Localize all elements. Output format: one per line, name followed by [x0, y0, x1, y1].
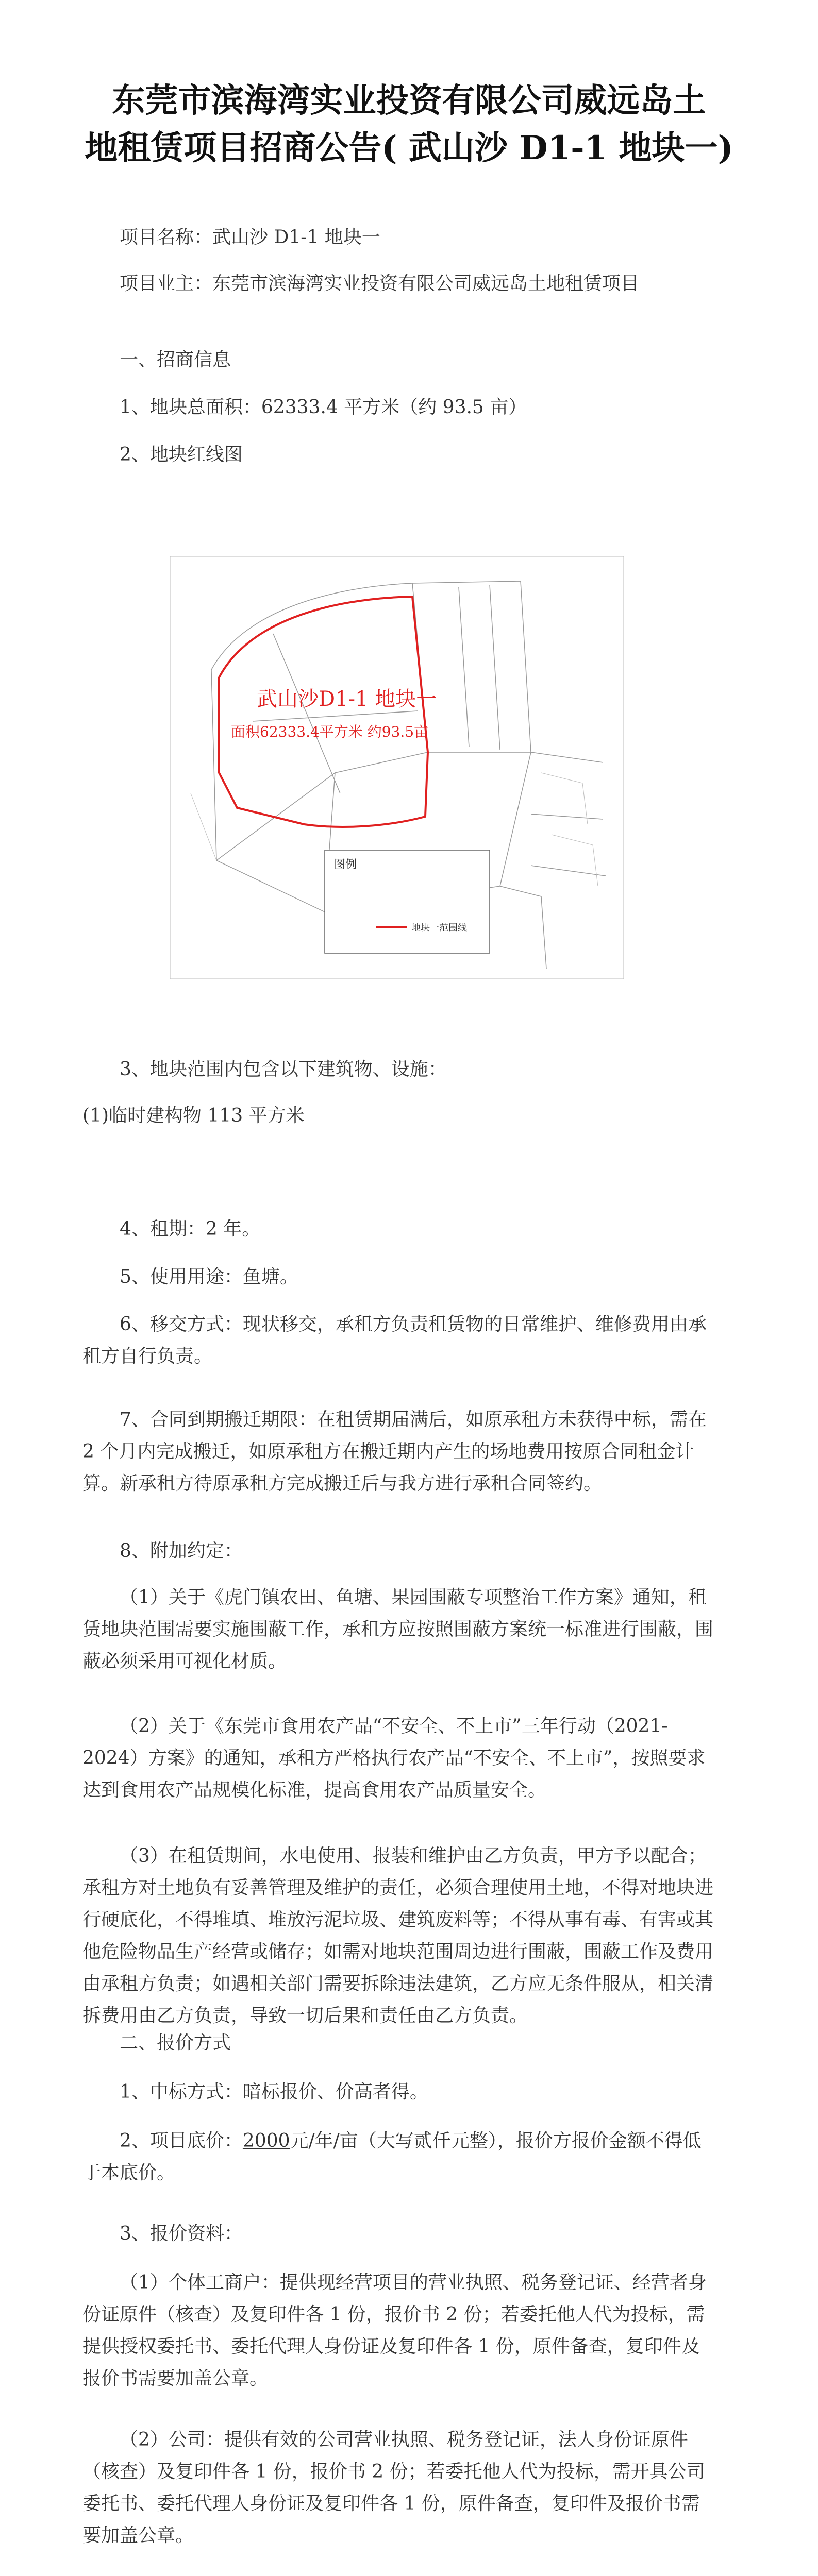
bid-method: 1、中标方式：暗标报价、价高者得。 [120, 2081, 428, 2103]
item-usage: 5、使用用途：鱼塘。 [120, 1266, 298, 1287]
plot-label: 武山沙D1-1 地块一 [257, 687, 437, 711]
item-additional-terms: 8、附加约定： [120, 1540, 243, 1562]
item-total-area: 1、地块总面积：62333.4 平方米（约 93.5 亩） [120, 397, 527, 418]
item-temporary-structure: (1)临时建构物 113 平方米 [82, 1105, 305, 1126]
item-relocation: 7、合同到期搬迁期限：在租赁期届满后，如原承租方未获得中标，需在 2 个月内完成搬迁，如原承租方在搬迁期内产生的场地费用按原合同租金计算。新承租方待原承租方完成搬迁后与我方进行承租合同签约。 [82, 1409, 707, 1494]
section-heading-2: 二、报价方式 [120, 2032, 231, 2054]
item-lease-term: 4、租期：2 年。 [120, 1218, 261, 1240]
reserve-price [82, 2125, 716, 2189]
document-title [52, 77, 766, 172]
reserve-price-label: 2、项目底价： [120, 2130, 243, 2151]
project-name: 项目名称：武山沙 D1-1 地块一 [120, 227, 380, 248]
reserve-price-value: 2000 [242, 2130, 290, 2151]
title-line-1: 东莞市滨海湾实业投资有限公司威远岛土 [112, 81, 706, 120]
legend-label: 地块一范围线 [411, 923, 467, 934]
term-1: （1）关于《虎门镇农田、鱼塘、果园围蔽专项整治工作方案》通知，租赁地块范围需要实施围蔽工作，承租方应按照围蔽方案统一标准进行围蔽，围蔽必须采用可视化材质。 [82, 1587, 714, 1672]
term-2: （2）关于《东莞市食用农产品“不安全、不上市”三年行动（2021-2024）方案》的通知，承租方严格执行农产品“不安全、不上市”，按照要求达到食用农产品规模化标准，提高食用农产品质量安全。 [82, 1716, 706, 1801]
section-heading-1: 一、招商信息 [120, 349, 231, 370]
bid-documents: 3、报价资料： [120, 2223, 243, 2244]
legend-title: 图例 [334, 858, 357, 871]
term-3: （3）在租赁期间，水电使用、报装和维护由乙方负责，甲方予以配合；承租方对土地负有妥善管理及维护的责任，必须合理使用土地，不得对地块进行硬底化，不得堆填、堆放污泥垃圾、建筑废料等；不得从事有毒、有害或其他危险物品生产经营或储存；如需对地块范围周边进行围蔽，围蔽工作及费用由承租方负责；如遇相关部门需要拆除违法建筑，乙方应无条件服从，相关清拆费用由乙方负责，导致一切后果和责任由乙方负责。 [82, 1845, 714, 2026]
plot-area-label: 面积62333.4平方米 约93.5亩 [231, 723, 429, 740]
red-line-map [170, 556, 624, 979]
item-buildings: 3、地块范围内包含以下建筑物、设施： [120, 1059, 447, 1080]
documents-company: （2）公司：提供有效的公司营业执照、税务登记证，法人身份证原件（核查）及复印件各 1 份，报价书 2 份；若委托他人代为投标，需开具公司委托书、委托代理人身份证及复印件各 1 份，原件备查，复印件及报价书需要加盖公章。 [82, 2429, 705, 2546]
item-handover: 6、移交方式：现状移交，承租方负责租赁物的日常维护、维修费用由承租方自行负责。 [82, 1314, 707, 1367]
item-red-line-map: 2、地块红线图 [120, 444, 243, 465]
title-line-2: 地租赁项目招商公告( 武山沙 D1-1 地块一) [85, 129, 733, 167]
project-owner: 项目业主：东莞市滨海湾实业投资有限公司威远岛土地租赁项目 [120, 273, 640, 294]
documents-business: （1）个体工商户：提供现经营项目的营业执照、税务登记证、经营者身份证原件（核查）及复印件各 1 份，报价书 2 份；若委托他人代为投标，需提供授权委托书、委托代理人身份证及复印件各 1 份，原件备查，复印件及报价书需要加盖公章。 [82, 2272, 707, 2389]
reserve-price-note: 元/年/亩（大写贰仟元整），报价方报价金额不得低于本底价。 [82, 2130, 702, 2183]
